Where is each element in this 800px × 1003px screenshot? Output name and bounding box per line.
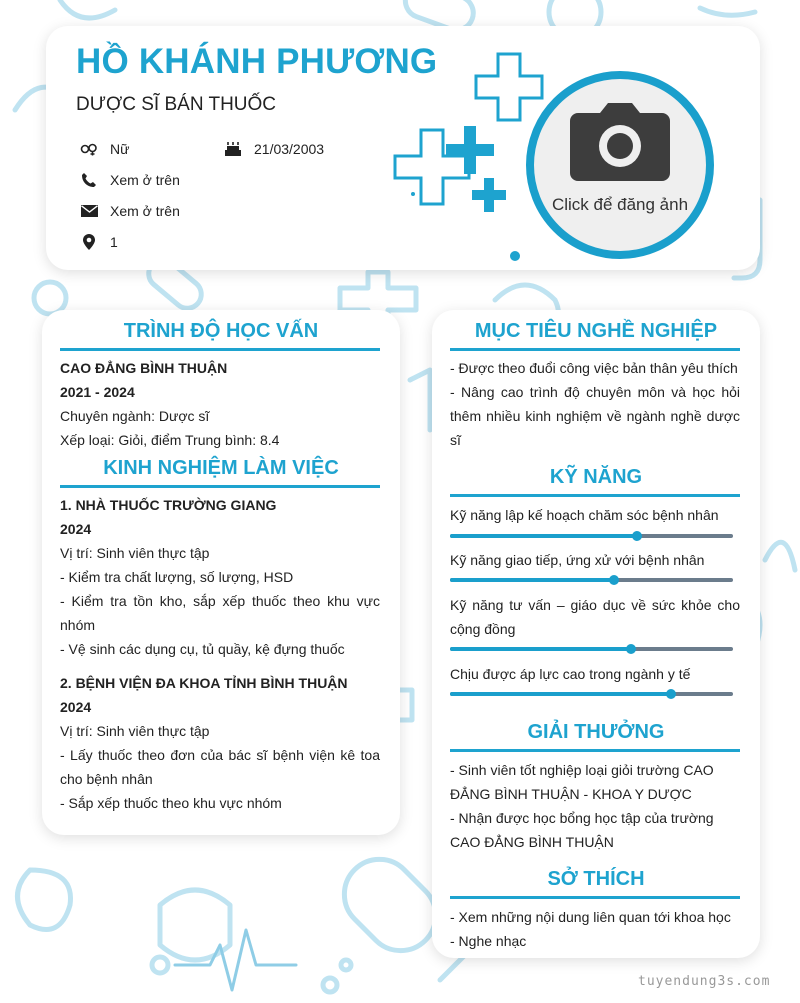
- upload-photo-label: Click để đăng ảnh: [551, 195, 689, 214]
- education-major: Chuyên ngành: Dược sĩ: [60, 408, 210, 424]
- location-icon: [80, 233, 98, 251]
- skills-divider: [450, 494, 740, 497]
- profile-header-card: [46, 26, 760, 270]
- birthday-cake-icon: [224, 140, 242, 158]
- job-task: - Sắp xếp thuốc theo khu vực nhóm: [60, 795, 282, 811]
- skill-label: Kỹ năng giao tiếp, ứng xử với bệnh nhân: [450, 552, 705, 568]
- experience-divider: [60, 485, 380, 488]
- phone-icon: [80, 171, 98, 189]
- birthday-row: [224, 140, 324, 158]
- gender-row: [80, 140, 129, 158]
- education-grade: Xếp loại: Giỏi, điểm Trung bình: 8.4: [60, 432, 280, 448]
- camera-icon: [570, 103, 670, 181]
- award-line: - Sinh viên tốt nghiệp loại giỏi trường CAO ĐẲNG BÌNH THUẬN - KHOA Y DƯỢC: [450, 762, 714, 802]
- hobbies-divider: [450, 896, 740, 899]
- education-years: 2021 - 2024: [60, 384, 135, 400]
- hobby-line: - Nghe nhạc: [450, 933, 527, 949]
- objective-title: MỤC TIÊU NGHỀ NGHIỆP: [474, 320, 718, 342]
- award-line: - Nhận được học bổng học tập của trường CAO ĐẲNG BÌNH THUẬN: [450, 810, 714, 850]
- email-value: Xem ở trên: [110, 203, 180, 219]
- awards-divider: [450, 749, 740, 752]
- email-row: [80, 202, 180, 220]
- birthday-value: 21/03/2003: [254, 141, 325, 157]
- skill-label: Kỹ năng lập kế hoạch chăm sóc bệnh nhân: [450, 507, 719, 523]
- job-position: Vị trí: Sinh viên thực tập: [60, 723, 210, 739]
- job-task: - Lấy thuốc theo đơn của bác sĩ bệnh viện kê toa cho bệnh nhân: [60, 747, 380, 787]
- gender-icon: [80, 140, 98, 158]
- job-position: Vị trí: Sinh viên thực tập: [60, 545, 210, 561]
- awards-title: GIẢI THƯỞNG: [527, 721, 665, 743]
- job-task: - Vệ sinh các dụng cụ, tủ quầy, kệ đựng thuốc: [60, 641, 345, 657]
- address-row: [80, 233, 118, 251]
- gender-value: Nữ: [110, 141, 130, 157]
- objective-line: - Được theo đuổi công việc bản thân yêu thích: [450, 360, 738, 376]
- skill-label: Kỹ năng tư vấn – giáo dục về sức khỏe cho cộng đồng: [450, 597, 740, 637]
- experience-title: KINH NGHIỆM LÀM VIỆC: [103, 457, 339, 479]
- job-title: DƯỢC SĨ BÁN THUỐC: [76, 94, 277, 115]
- decor-dot: [510, 251, 520, 261]
- medical-cross-decoration: [386, 46, 546, 226]
- skill-label: Chịu được áp lực cao trong ngành y tế: [450, 666, 691, 682]
- objective-divider: [450, 348, 740, 351]
- email-icon: [80, 202, 98, 220]
- education-title: TRÌNH ĐỘ HỌC VẤN: [123, 320, 319, 342]
- phone-row: [80, 171, 180, 189]
- job-task: - Kiểm tra chất lượng, số lượng, HSD: [60, 569, 294, 585]
- skill-level-bar: [450, 578, 733, 582]
- objective-line: - Nâng cao trình độ chuyên môn và học hỏi thêm nhiều kinh nghiệm về ngành nghề dược sĩ: [450, 384, 740, 448]
- hobbies-title: SỞ THÍCH: [547, 868, 645, 890]
- address-value: 1: [110, 234, 118, 250]
- skill-level-bar: [450, 534, 733, 538]
- left-column-card: [42, 310, 400, 835]
- education-divider: [60, 348, 380, 351]
- skill-level-bar: [450, 692, 733, 696]
- job-task: - Kiểm tra tồn kho, sắp xếp thuốc theo khu vực nhóm: [60, 593, 380, 633]
- profile-photo-upload[interactable]: [526, 71, 714, 259]
- right-column-card: [432, 310, 760, 958]
- phone-value: Xem ở trên: [110, 172, 180, 188]
- job-year: 2024: [60, 521, 92, 537]
- job-company: 2. BỆNH VIỆN ĐA KHOA TỈNH BÌNH THUẬN: [60, 675, 348, 691]
- hobby-line: - Xem những nội dung liên quan tới khoa học: [450, 909, 731, 925]
- watermark: tuyendung3s.com: [638, 974, 771, 989]
- skills-title: KỸ NĂNG: [549, 466, 643, 488]
- job-company: 1. NHÀ THUỐC TRƯỜNG GIANG: [60, 497, 277, 513]
- skill-level-bar: [450, 647, 733, 651]
- education-school: CAO ĐẲNG BÌNH THUẬN: [60, 360, 228, 376]
- job-year: 2024: [60, 699, 92, 715]
- full-name: HỒ KHÁNH PHƯƠNG: [76, 42, 438, 81]
